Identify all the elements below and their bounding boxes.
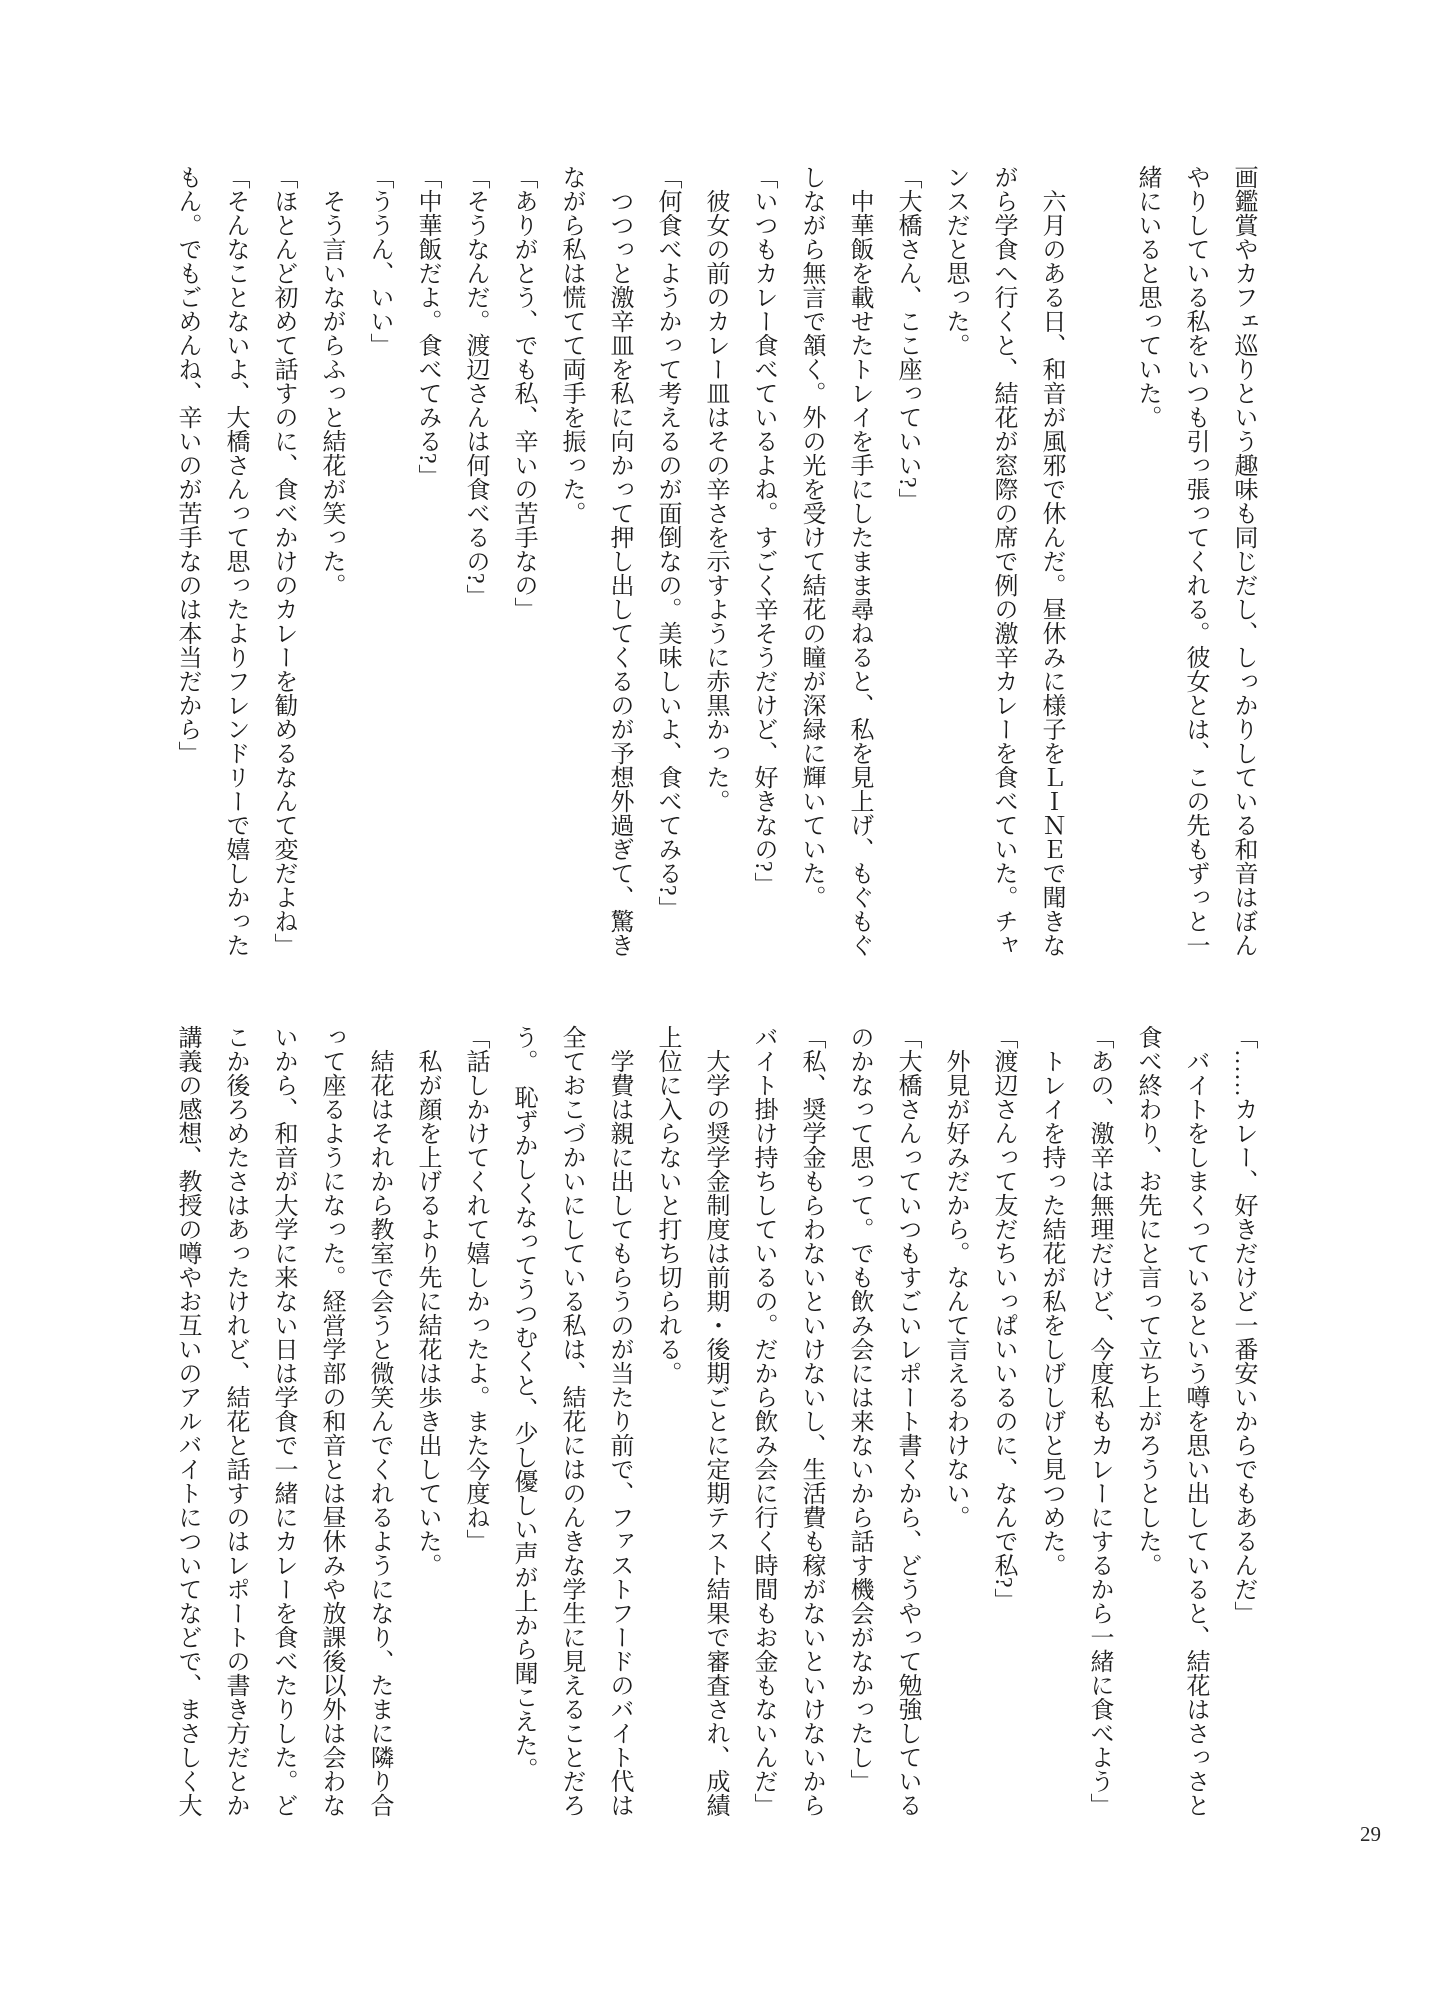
text-column: 「あの、激辛は無理だけど、今度私もカレーにするから一緒に食べよう」	[1086, 1025, 1112, 1817]
lower-text-block	[163, 1025, 1267, 1817]
text-column: やりしている私をいつも引っ張ってくれる。彼女とは、この先もずっと一	[1182, 165, 1208, 957]
text-column: 大学の奨学金制度は前期・後期ごとに定期テスト結果で審査され、成績	[702, 1025, 728, 1817]
text-column: 「……カレー、好きだけど一番安いからでもあるんだ」	[1230, 1025, 1256, 1625]
text-column: いから、和音が大学に来ない日は学食で一緒にカレーを食べたりした。ど	[270, 1025, 296, 1817]
text-column: 食べ終わり、お先にと言って立ち上がろうとした。	[1134, 1025, 1160, 1577]
text-column: もん。でもごめんね、辛いのが苦手なのは本当だから」	[174, 165, 200, 765]
text-column: バイト掛け持ちしているの。だから飲み会に行く時間もお金もないんだ」	[750, 1025, 776, 1817]
text-column: う。 恥ずかしくなってうつむくと、少し優しい声が上から聞こえた。	[510, 1025, 536, 1781]
text-column: そう言いながらふっと結花が笑った。	[318, 165, 344, 597]
text-column: 彼女の前のカレー皿はその辛さを示すように赤黒かった。	[702, 165, 728, 813]
text-column: 六月のある日、和音が風邪で休んだ。昼休みに様子をＬＩＮＥで聞きな	[1038, 165, 1064, 957]
text-column: 「何食べようかって考えるのが面倒なの。美味しいよ、食べてみる?」	[654, 165, 680, 920]
text-column: つつっと激辛皿を私に向かって押し出してくるのが予想外過ぎて、驚き	[606, 165, 632, 957]
text-column: がら学食へ行くと、結花が窓際の席で例の激辛カレーを食べていた。チャ	[990, 165, 1016, 957]
text-column: しながら無言で頷く。外の光を受けて結花の瞳が深緑に輝いていた。	[798, 165, 824, 909]
text-column: 「そんなことないよ、大橋さんって思ったよりフレンドリーで嬉しかった	[222, 165, 248, 957]
text-column: 外見が好みだから。なんて言えるわけない。	[942, 1025, 968, 1529]
text-column: 講義の感想、教授の噂やお互いのアルバイトについてなどで、まさしく大	[174, 1025, 200, 1817]
text-column: 私が顔を上げるより先に結花は歩き出していた。	[414, 1025, 440, 1577]
upper-text-block	[163, 165, 1267, 957]
text-column: 「ううん、いい」	[366, 165, 392, 357]
text-column: 画鑑賞やカフェ巡りという趣味も同じだし、しっかりしている和音はぼん	[1230, 165, 1256, 957]
text-column: ンスだと思った。	[942, 165, 968, 357]
text-column: 「いつもカレー食べているよね。すごく辛そうだけど、好きなの?」	[750, 165, 776, 896]
text-column: 上位に入らないと打ち切られる。	[654, 1025, 680, 1385]
text-column: 「中華飯だよ。食べてみる?」	[414, 165, 440, 488]
text-column: 全ておこづかいにしている私は、結花にはのんきな学生に見えることだろ	[558, 1025, 584, 1817]
text-column: って座るようになった。経営学部の和音とは昼休みや放課後以外は会わな	[318, 1025, 344, 1817]
text-column: 結花はそれから教室で会うと微笑んでくれるようになり、たまに隣り合	[366, 1025, 392, 1817]
text-column: 「ありがとう、でも私、辛いの苦手なの」	[510, 165, 536, 621]
text-column: 緒にいると思っていた。	[1134, 165, 1160, 429]
text-column: 「そうなんだ。渡辺さんは何食べるの?」	[462, 165, 488, 608]
text-column: 「ほとんど初めて話すのに、食べかけのカレーを勧めるなんて変だよね」	[270, 165, 296, 957]
text-column: 中華飯を載せたトレイを手にしたまま尋ねると、私を見上げ、もぐもぐ	[846, 165, 872, 957]
blank-column	[1075, 165, 1123, 957]
text-column: 「私、奨学金もらわないといけないし、生活費も稼がないといけないから	[798, 1025, 824, 1817]
text-column: こか後ろめたさはあったけれど、結花と話すのはレポートの書き方だとか	[222, 1025, 248, 1817]
text-column: 「大橋さんっていつもすごいレポート書くから、どうやって勉強している	[894, 1025, 920, 1817]
text-column: 「大橋さん、ここ座っていい?」	[894, 165, 920, 512]
text-column: バイトをしまくっているという噂を思い出していると、結花はさっさと	[1182, 1025, 1208, 1817]
text-column: 学費は親に出してもらうのが当たり前で、ファストフードのバイト代は	[606, 1025, 632, 1817]
text-column: トレイを持った結花が私をしげしげと見つめた。	[1038, 1025, 1064, 1577]
text-column: のかなって思って。でも飲み会には来ないから話す機会がなかったし」	[846, 1025, 872, 1793]
text-column: 「話しかけてくれて嬉しかったよ。また今度ね」	[462, 1025, 488, 1553]
page-number: 29	[1360, 1822, 1381, 1846]
text-column: ながら私は慌てて両手を振った。	[558, 165, 584, 525]
text-column: 「渡辺さんって友だちいっぱいいるのに、なんで私?」	[990, 1025, 1016, 1612]
